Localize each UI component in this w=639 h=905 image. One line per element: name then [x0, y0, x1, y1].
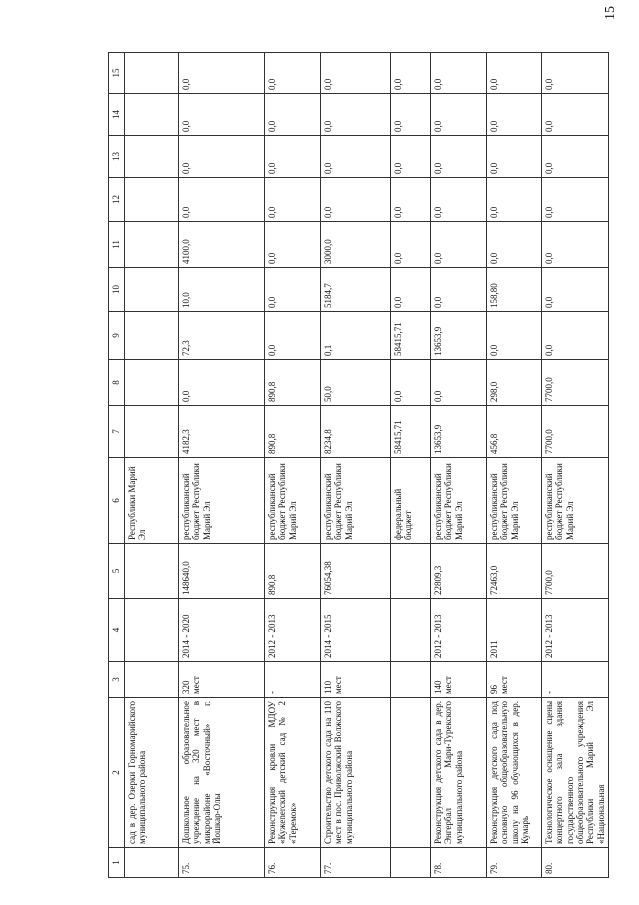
table-cell-capacity: 110 мест [321, 662, 391, 698]
table-cell-c10: 0,0 [391, 268, 431, 312]
table-cell-c9: 0,0 [487, 312, 542, 360]
table-cell-c8: 0,0 [431, 360, 487, 406]
header-cell: 14 [109, 94, 125, 136]
table-cell-c9: 72,3 [179, 312, 265, 360]
table-row [321, 53, 391, 878]
table-cell-c8: 0,0 [179, 360, 265, 406]
table-row [487, 53, 542, 878]
table-row [431, 53, 487, 878]
table-cell-period: 2014 - 2015 [321, 599, 391, 662]
table-cell-c12: 0,0 [487, 178, 542, 222]
header-cell: 5 [109, 544, 125, 599]
table-cell-c7: 8234,8 [321, 406, 391, 458]
table-cell-source: федеральный бюджет [391, 458, 431, 544]
table-cell-c10: 0,0 [431, 268, 487, 312]
table-cell-capacity: 320 мест [179, 662, 265, 698]
table-cell-source: Республики Марий Эл [125, 458, 179, 544]
table-cell-period [125, 599, 179, 662]
table-cell-n: 80. [542, 848, 609, 878]
table-cell-name: Дошкольное образовательное учреждение на 320 мест в микрорайоне «Восточный» г. Йошкар-Олы [179, 698, 265, 848]
table-cell-c14: 0,0 [265, 94, 321, 136]
table-cell-c15: 0,0 [391, 53, 431, 94]
table-cell-name [391, 698, 431, 848]
table-cell-c13: 0,0 [487, 136, 542, 178]
table-cell-c14: 0,0 [431, 94, 487, 136]
table-cell-c10: 0,0 [265, 268, 321, 312]
table-cell-c15 [125, 53, 179, 94]
table-cell-c12: 0,0 [542, 178, 609, 222]
table-cell-c10: 158,80 [487, 268, 542, 312]
table-cell-c8: 7700,0 [542, 360, 609, 406]
table-cell-c13: 0,0 [542, 136, 609, 178]
table-cell-cost: 22809,3 [431, 544, 487, 599]
table-cell-c9: 0,0 [265, 312, 321, 360]
table-cell-c10: 10,0 [179, 268, 265, 312]
table-cell-capacity: - [265, 662, 321, 698]
table-cell-capacity: 96 мест [487, 662, 542, 698]
table-cell-n: 77. [321, 848, 391, 878]
table-cell-c7: 890,8 [265, 406, 321, 458]
table-cell-c11: 0,0 [265, 222, 321, 268]
header-cell: 2 [109, 698, 125, 848]
table-cell-c13: 0,0 [321, 136, 391, 178]
header-cell: 6 [109, 458, 125, 544]
table-cell-c15: 0,0 [542, 53, 609, 94]
table-cell-c8 [125, 360, 179, 406]
table-cell-c12: 0,0 [265, 178, 321, 222]
table-cell-c9: 0,1 [321, 312, 391, 360]
table-cell-c7: 13653,9 [431, 406, 487, 458]
table-cell-capacity [391, 662, 431, 698]
table-cell-source: республиканский бюджет Республики Марий Эл [265, 458, 321, 544]
table-cell-c10: 0,0 [542, 268, 609, 312]
table-cell-cost: 7700,0 [542, 544, 609, 599]
table-cell-c11 [125, 222, 179, 268]
table-cell-c11: 0,0 [431, 222, 487, 268]
table-cell-c9: 58415,71 [391, 312, 431, 360]
header-row [109, 53, 125, 878]
table-cell-c13 [125, 136, 179, 178]
table-cell-c15: 0,0 [431, 53, 487, 94]
table-cell-c15: 0,0 [487, 53, 542, 94]
table-cell-c13: 0,0 [431, 136, 487, 178]
table-cell-c14: 0,0 [391, 94, 431, 136]
table-cell-name: Реконструкция детского сада в дер. Энгербал Мари-Турекского муниципального района [431, 698, 487, 848]
header-cell: 4 [109, 599, 125, 662]
table-cell-c9 [125, 312, 179, 360]
header-cell: 1 [109, 848, 125, 878]
table-cell-source: республиканский бюджет Республики Марий Эл [487, 458, 542, 544]
table-cell-capacity [125, 662, 179, 698]
table-cell-n [391, 848, 431, 878]
table-row [125, 53, 179, 878]
table-cell-c9: 13653,9 [431, 312, 487, 360]
table-cell-c14: 0,0 [542, 94, 609, 136]
table-cell-c7: 4182,3 [179, 406, 265, 458]
table-body [125, 53, 609, 878]
table-cell-c14 [125, 94, 179, 136]
header-cell: 3 [109, 662, 125, 698]
table-cell-c11: 0,0 [487, 222, 542, 268]
table-cell-c15: 0,0 [265, 53, 321, 94]
table-cell-source: республиканский бюджет Республики Марий Эл [542, 458, 609, 544]
table-cell-cost [125, 544, 179, 599]
table-cell-name: Реконструкция кровли МДОУ «Кужenerский детский сад № 2 «Теремок» [265, 698, 321, 848]
page-number: 15 [603, 6, 618, 20]
table-cell-c15: 0,0 [179, 53, 265, 94]
table-cell-c7: 456,8 [487, 406, 542, 458]
table-cell-period: 2012 - 2013 [542, 599, 609, 662]
table-cell-c12: 0,0 [391, 178, 431, 222]
table-cell-cost: 72463,0 [487, 544, 542, 599]
table-cell-period: 2011 [487, 599, 542, 662]
table-cell-capacity: 140 мест [431, 662, 487, 698]
table-row [179, 53, 265, 878]
header-cell: 7 [109, 406, 125, 458]
table-cell-c8: 890,8 [265, 360, 321, 406]
table-cell-c9: 0,0 [542, 312, 609, 360]
table-cell-name: сад в дер. Озерки Горномарийского муниципального района [125, 698, 179, 848]
table-cell-n [125, 848, 179, 878]
table-cell-c11: 4100,0 [179, 222, 265, 268]
table-cell-cost: 76054,38 [321, 544, 391, 599]
table-cell-c12 [125, 178, 179, 222]
table-cell-period: 2012 - 2013 [431, 599, 487, 662]
table-cell-capacity: - [542, 662, 609, 698]
table-cell-c12: 0,0 [321, 178, 391, 222]
table-cell-c7 [125, 406, 179, 458]
header-cell: 13 [109, 136, 125, 178]
table-cell-c11: 0,0 [542, 222, 609, 268]
table-cell-c12: 0,0 [179, 178, 265, 222]
table-cell-cost: 890,8 [265, 544, 321, 599]
table-cell-period: 2014 - 2020 [179, 599, 265, 662]
header-cell: 10 [109, 268, 125, 312]
header-cell: 11 [109, 222, 125, 268]
table-cell-name: Технологическое оснащение сцены концертного зала здания государственного общеобразовательного учреждения Республики Марий Эл «Национальная [542, 698, 609, 848]
table-cell-n: 75. [179, 848, 265, 878]
table-cell-c14: 0,0 [487, 94, 542, 136]
table-row [542, 53, 609, 878]
header-cell: 12 [109, 178, 125, 222]
table-cell-c12: 0,0 [431, 178, 487, 222]
table-cell-c13: 0,0 [265, 136, 321, 178]
table-cell-c7: 58415,71 [391, 406, 431, 458]
table-cell-c10 [125, 268, 179, 312]
table-cell-name: Реконструкция детского сада под основную общеобразовательную школу на 96 обучающихся в дер. Кумарь [487, 698, 542, 848]
table-cell-source: республиканский бюджет Республики Марий Эл [321, 458, 391, 544]
table-row [391, 53, 431, 878]
rotated-sheet [108, 53, 606, 878]
table-cell-n: 78. [431, 848, 487, 878]
table-cell-period [391, 599, 431, 662]
header-cell: 15 [109, 53, 125, 94]
table-cell-c11: 3000,0 [321, 222, 391, 268]
table-cell-n: 76. [265, 848, 321, 878]
program-table [108, 52, 609, 878]
table-cell-n: 79. [487, 848, 542, 878]
table-cell-c15: 0,0 [321, 53, 391, 94]
header-cell: 8 [109, 360, 125, 406]
table-cell-c10: 5184,7 [321, 268, 391, 312]
table-cell-c8: 0,0 [391, 360, 431, 406]
table-cell-period: 2012 - 2013 [265, 599, 321, 662]
table-cell-source: республиканский бюджет Республики Марий Эл [431, 458, 487, 544]
table-cell-c7: 7700,0 [542, 406, 609, 458]
table-cell-c14: 0,0 [321, 94, 391, 136]
table-cell-cost [391, 544, 431, 599]
table-cell-source: республиканский бюджет Республики Марий Эл [179, 458, 265, 544]
table-cell-c8: 50,0 [321, 360, 391, 406]
table-cell-c8: 298,0 [487, 360, 542, 406]
table-cell-name: Строительство детского сада на 110 мест в пос. Приволжский Волжского муниципального района [321, 698, 391, 848]
table-cell-c13: 0,0 [391, 136, 431, 178]
table-cell-cost: 148640,0 [179, 544, 265, 599]
table-cell-c11: 0,0 [391, 222, 431, 268]
table-row [265, 53, 321, 878]
header-cell: 9 [109, 312, 125, 360]
table-cell-c14: 0,0 [179, 94, 265, 136]
table-cell-c13: 0,0 [179, 136, 265, 178]
